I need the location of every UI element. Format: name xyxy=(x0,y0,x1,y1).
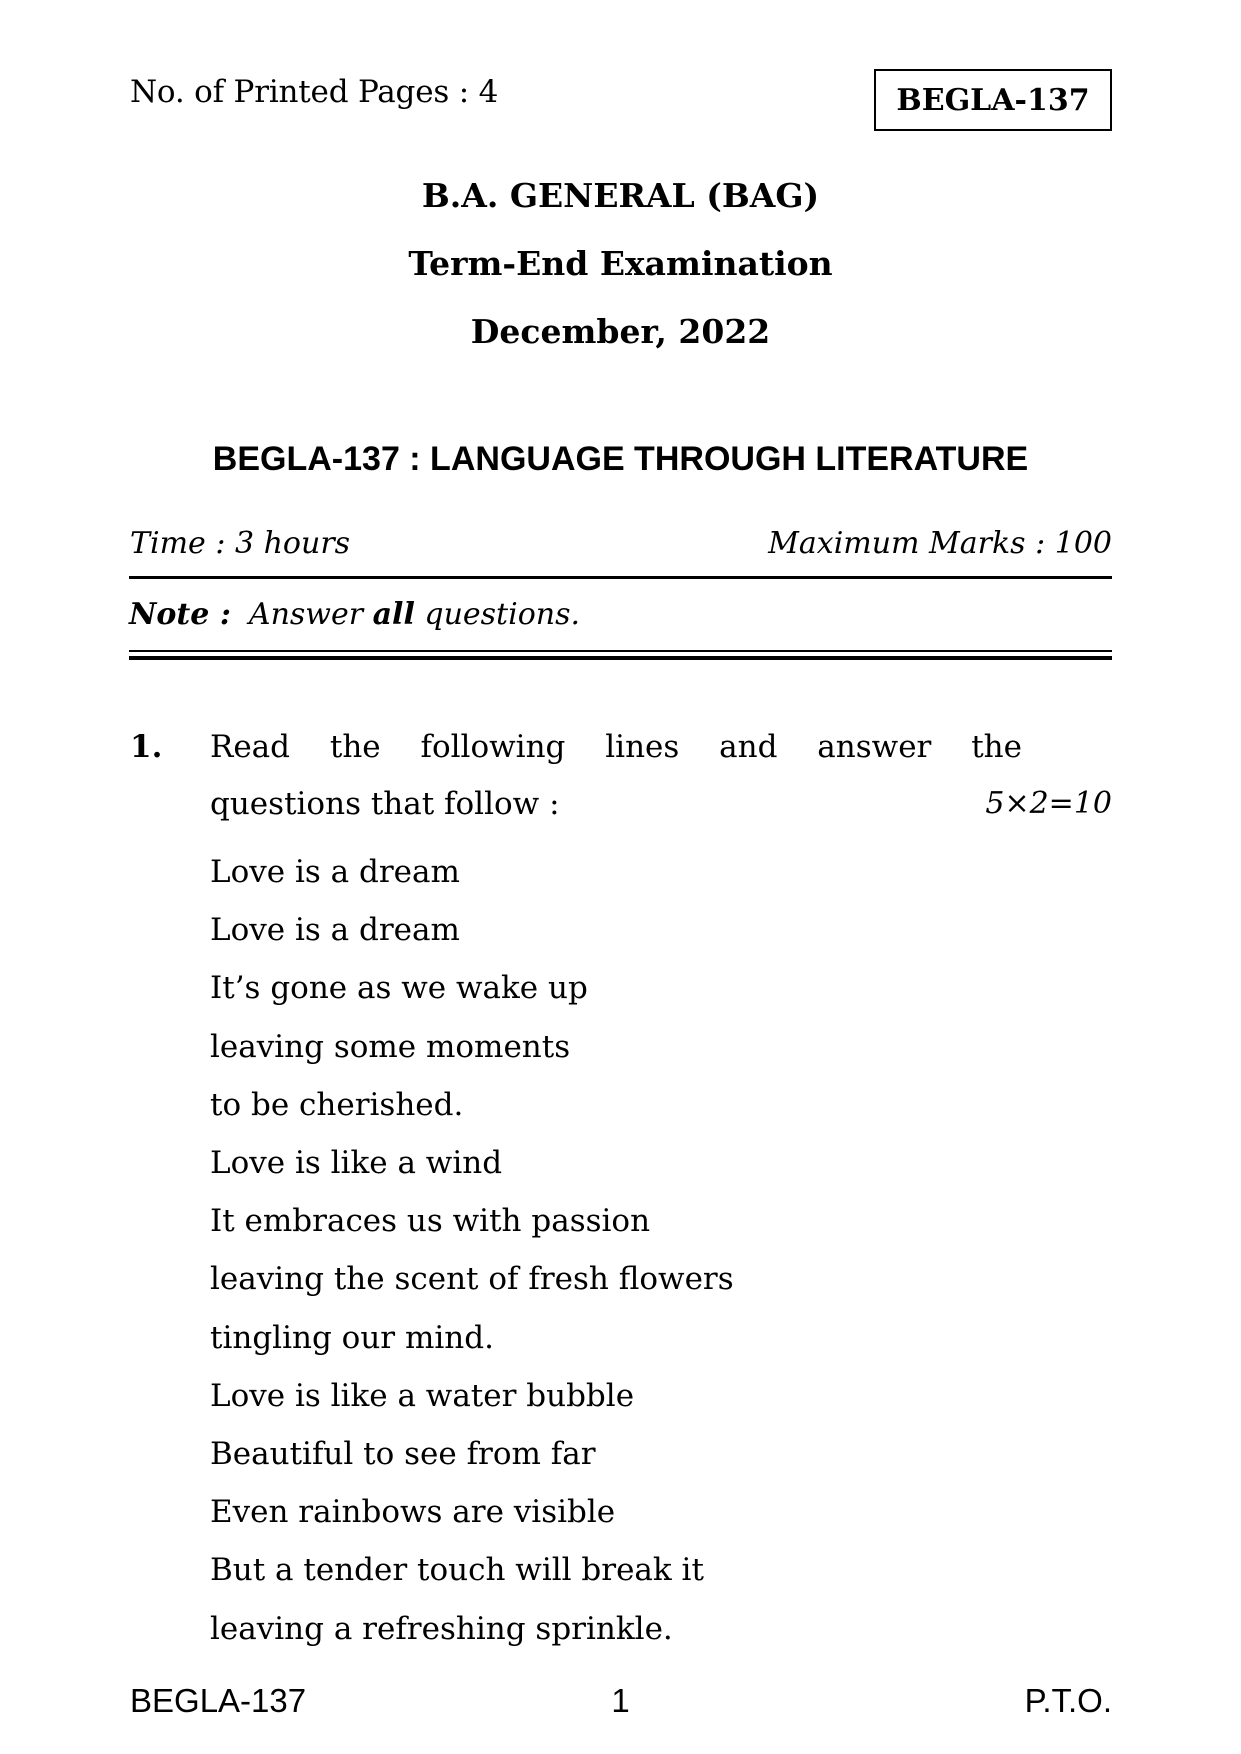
poem-line: Love is like a water bubble xyxy=(210,1377,635,1414)
poem-line: Love is like a wind xyxy=(210,1145,503,1182)
poem-line: Even rainbows are visible xyxy=(210,1494,616,1531)
note-label: Note : xyxy=(129,597,231,632)
footer-course-code: BEGLA-137 xyxy=(130,1682,307,1719)
poem-excerpt xyxy=(210,843,734,1658)
double-rule-thick xyxy=(129,656,1112,660)
question-marks: 5×2=10 xyxy=(985,786,1112,821)
session-title: December, 2022 xyxy=(470,312,771,351)
footer-page-number: 1 xyxy=(611,1682,630,1719)
poem-line: But a tender touch will break it xyxy=(210,1552,704,1589)
question-text-line2: questions that follow : xyxy=(210,786,560,822)
note-text-pre: Answer xyxy=(248,597,373,632)
time-allowed: Time : 3 hours xyxy=(130,526,351,561)
poem-line: Love is a dream xyxy=(210,912,460,949)
poem-line: leaving some moments xyxy=(210,1028,571,1065)
poem-line: Beautiful to see from far xyxy=(210,1436,596,1473)
divider-rule xyxy=(129,576,1112,579)
poem-line: leaving a refreshing sprinkle. xyxy=(210,1610,673,1647)
footer-pto: P.T.O. xyxy=(1024,1682,1112,1719)
poem-line: to be cherished. xyxy=(210,1086,464,1123)
question-number: 1. xyxy=(130,729,163,765)
poem-line: tingling our mind. xyxy=(210,1319,494,1356)
course-title: BEGLA-137 : LANGUAGE THROUGH LITERATURE xyxy=(212,440,1029,478)
course-code-box: BEGLA-137 xyxy=(874,69,1112,131)
question-text-line1: Read the following lines and answer the xyxy=(210,729,1022,765)
note-text-bold: all xyxy=(372,597,415,632)
printed-pages-label: No. of Printed Pages : 4 xyxy=(130,74,499,110)
poem-line: leaving the scent of fresh flowers xyxy=(210,1261,734,1298)
poem-line: It’s gone as we wake up xyxy=(210,970,588,1007)
double-rule-thin xyxy=(129,650,1112,652)
instructions-note xyxy=(129,597,580,632)
poem-line: It embraces us with passion xyxy=(210,1203,651,1240)
exam-title: Term-End Examination xyxy=(408,244,833,283)
poem-line: Love is a dream xyxy=(210,854,460,890)
maximum-marks: Maximum Marks : 100 xyxy=(768,526,1112,561)
note-text-post: questions. xyxy=(414,597,581,632)
programme-title: B.A. GENERAL (BAG) xyxy=(421,176,820,215)
